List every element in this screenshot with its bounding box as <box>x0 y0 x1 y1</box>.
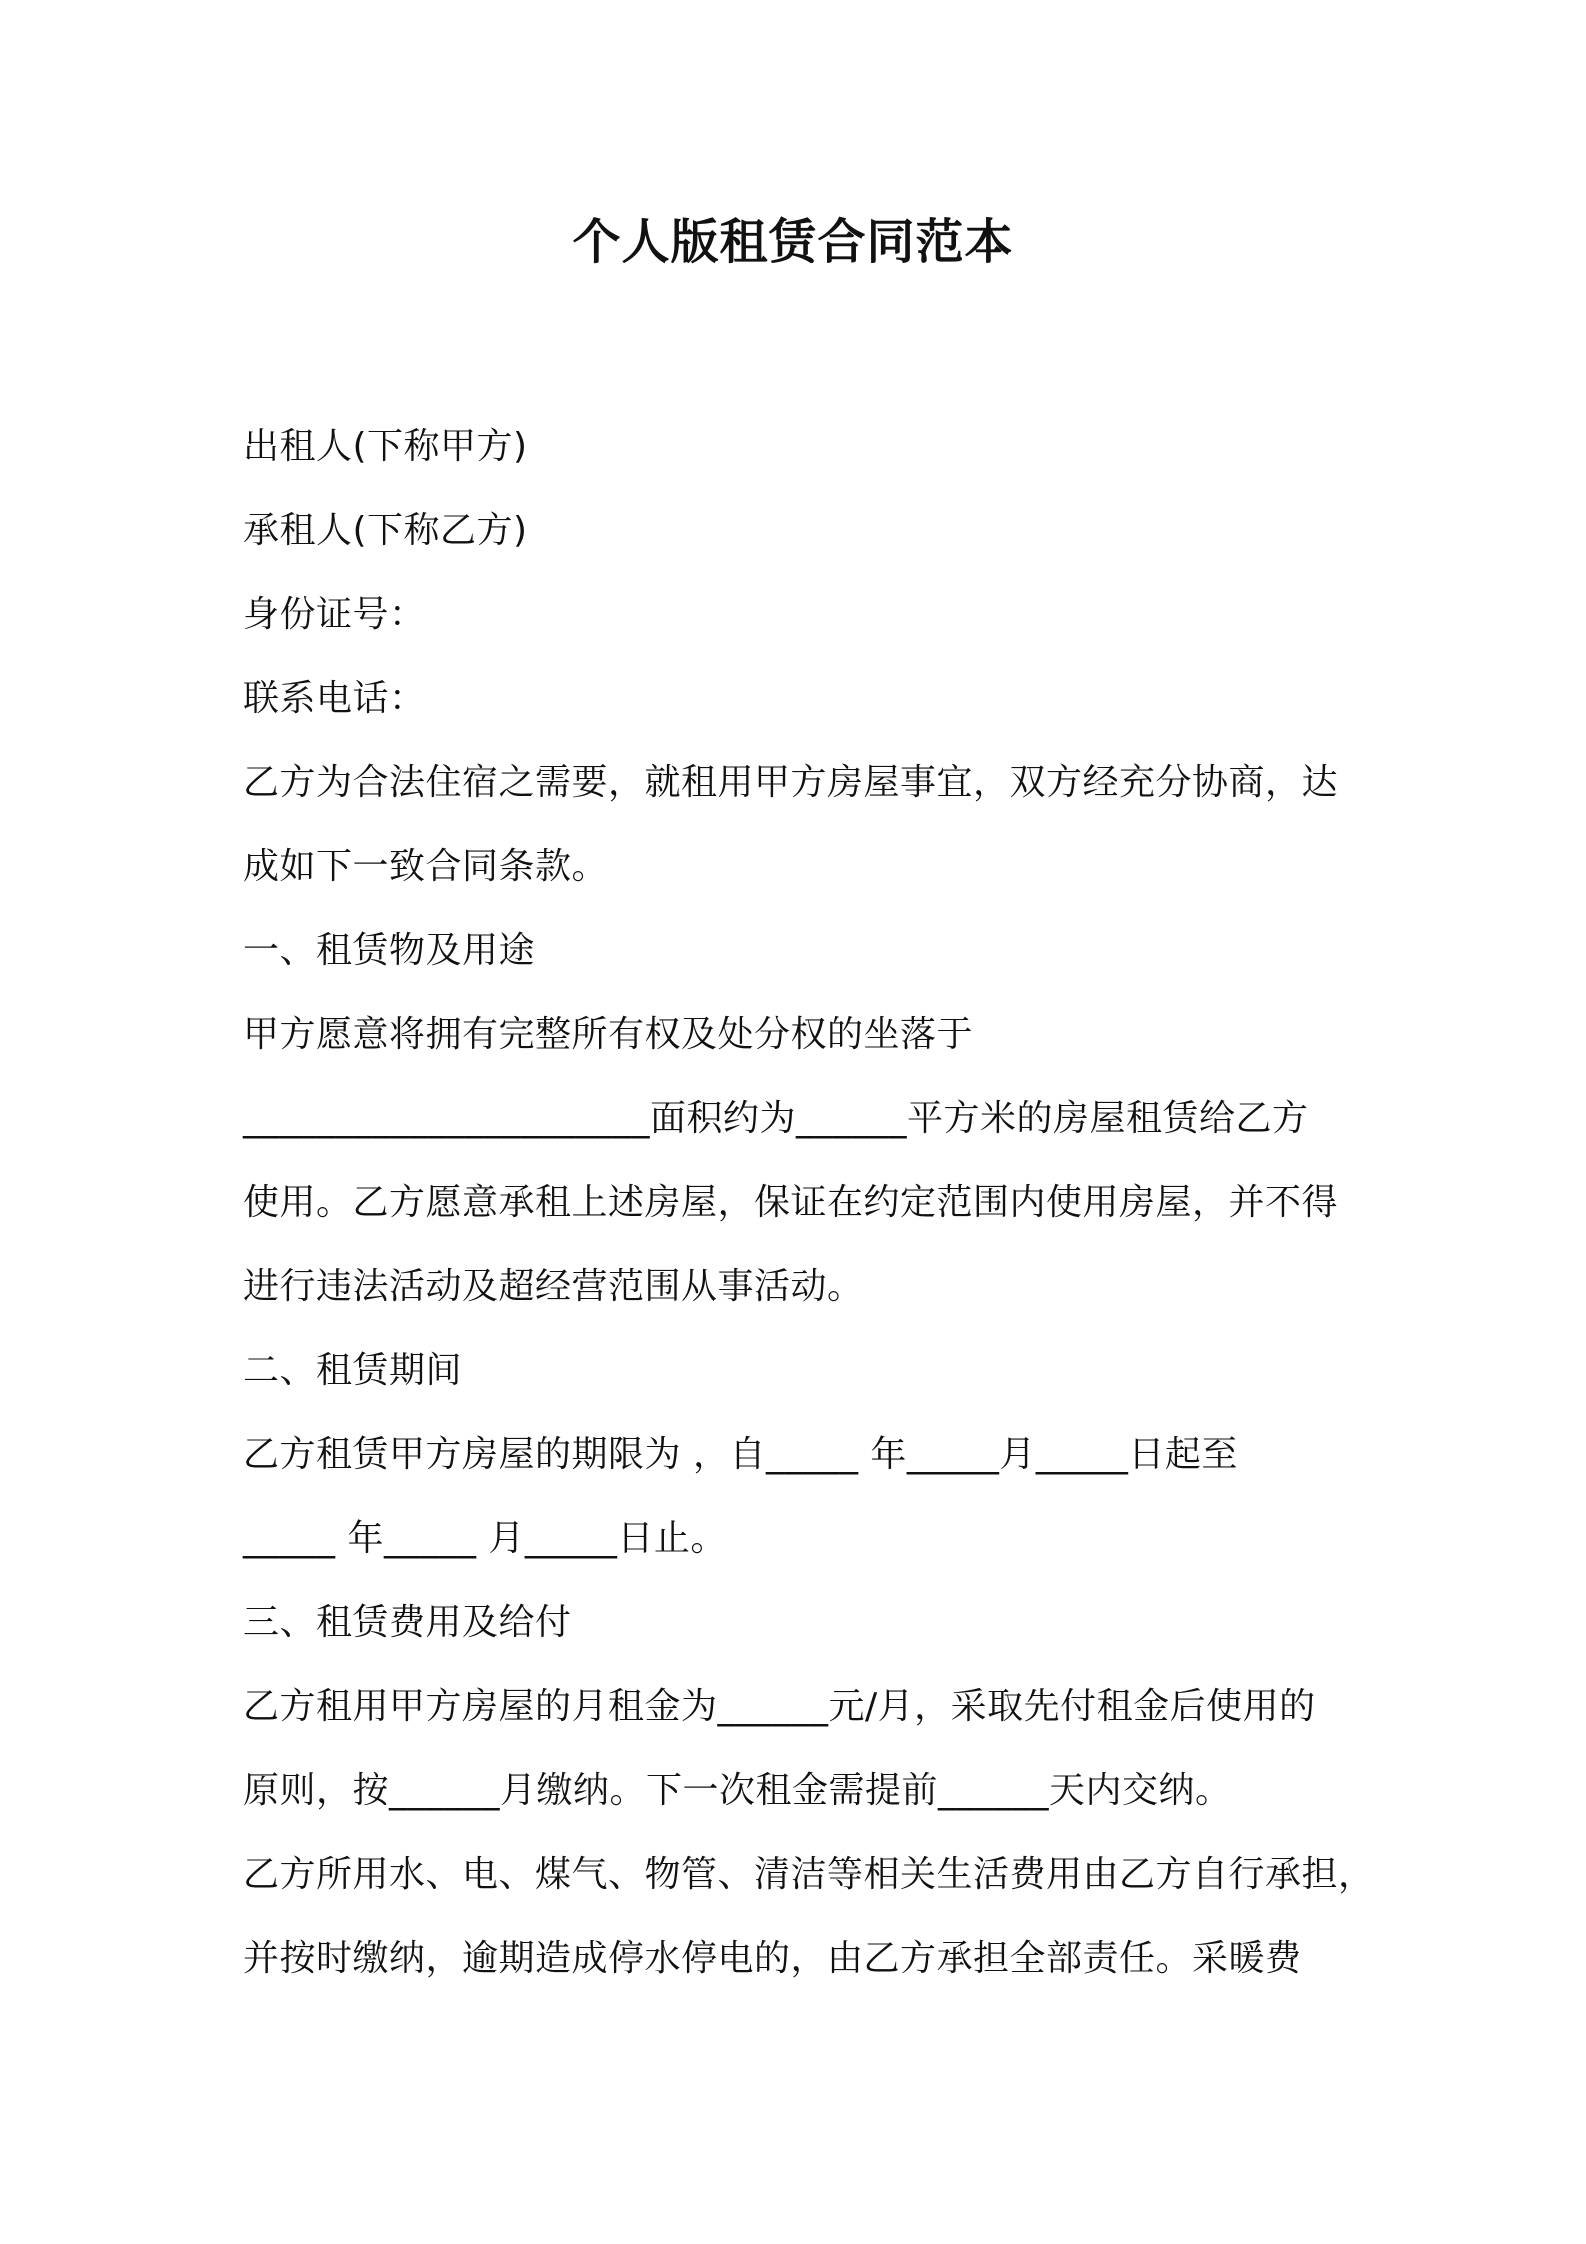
id-number-line: 身份证号： <box>243 594 426 635</box>
section-2-line-2: _____ 年_____ 月_____日止。 <box>243 1518 727 1559</box>
intro-paragraph-line-2: 成如下一致合同条款。 <box>243 846 609 887</box>
document-body <box>243 405 1375 2001</box>
section-heading-2: 二、租赁期间 <box>243 1350 463 1391</box>
phone-line: 联系电话： <box>243 678 426 719</box>
section-1-line-1: 甲方愿意将拥有完整所有权及处分权的坐落于 <box>243 1014 974 1055</box>
section-3-line-3: 乙方所用水、电、煤气、物管、清洁等相关生活费用由乙方自行承担， <box>243 1854 1375 1895</box>
section-3-line-2: 原则，按______月缴纳。下一次租金需提前______天内交纳。 <box>243 1770 1232 1811</box>
section-heading-1: 一、租赁物及用途 <box>243 930 536 971</box>
section-3-line-1: 乙方租用甲方房屋的月租金为______元/月，采取先付租金后使用的 <box>243 1686 1316 1727</box>
lessor-line: 出租人(下称甲方) <box>243 426 528 467</box>
section-1-line-2: ______________________面积约为______平方米的房屋租赁给乙方 <box>243 1098 1309 1139</box>
intro-paragraph-line-1: 乙方为合法住宿之需要，就租用甲方房屋事宜，双方经充分协商，达 <box>243 762 1339 803</box>
lessee-line: 承租人(下称乙方) <box>243 510 528 551</box>
section-2-line-1: 乙方租赁甲方房屋的期限为 ，自_____ 年_____月_____日起至 <box>243 1434 1238 1475</box>
section-1-line-3: 使用。乙方愿意承租上述房屋，保证在约定范围内使用房屋，并不得 <box>243 1182 1339 1223</box>
document-title: 个人版租赁合同范本 <box>572 214 1014 270</box>
section-3-line-4: 并按时缴纳，逾期造成停水停电的，由乙方承担全部责任。采暖费 <box>243 1938 1302 1979</box>
section-1-line-4: 进行违法活动及超经营范围从事活动。 <box>243 1266 864 1307</box>
section-heading-3: 三、租赁费用及给付 <box>243 1602 572 1643</box>
